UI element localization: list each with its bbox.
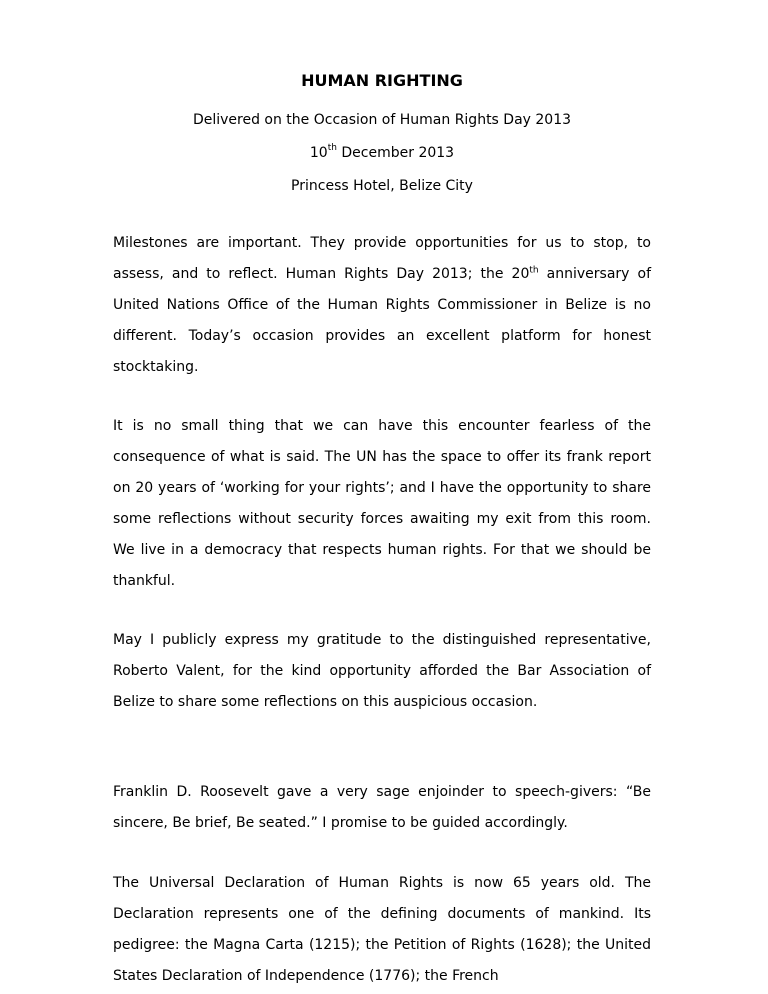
- paragraph-milestones-part1: Milestones are important. They provide opportunities for us to stop, to assess, and to reflect. Human Rights Day 2013; the 20: [113, 235, 651, 282]
- paragraph-encounter: It is no small thing that we can have this encounter fearless of the consequence of what is said. The UN has the space to offer its frank report on 20 years of ‘working for your rights’; and I have the opportunity to share some reflections without security forces awaiting my exit from this room. We live in a democracy that respects human rights. For that we should be thankful.: [113, 418, 651, 589]
- paragraph-declaration: The Universal Declaration of Human Rights is now 65 years old. The Declaration represents one of the defining documents of mankind. Its pedigree: the Magna Carta (1215); the Petition of Rights (1628); the United States Declaration of Independence (1776); the French: [113, 875, 651, 984]
- paragraph-gratitude: May I publicly express my gratitude to the distinguished representative, Roberto Valent, for the kind opportunity afforded the Bar Association of Belize to share some reflections on this auspicious occasion.: [113, 632, 651, 710]
- paragraph-milestones-part2: anniversary of United Nations Office of the Human Rights Commissioner in Belize is no different. Today’s occasion provides an excellent platform for honest stocktaking.: [113, 266, 651, 375]
- paragraph-roosevelt: Franklin D. Roosevelt gave a very sage enjoinder to speech-givers: “Be sincere, Be brief, Be seated.” I promise to be guided accordingly.: [113, 784, 651, 831]
- date-day: 10: [309, 145, 328, 161]
- document-subtitle: Delivered on the Occasion of Human Rights Day 2013: [192, 112, 572, 128]
- document-title: HUMAN RIGHTING: [301, 71, 463, 90]
- document-date: [113, 143, 651, 163]
- date-suffix: th: [327, 143, 337, 154]
- document-venue: Princess Hotel, Belize City: [291, 178, 473, 194]
- date-month-year: December 2013: [336, 145, 455, 161]
- paragraph-milestones: [113, 228, 651, 383]
- paragraph-milestones-sup: th: [529, 265, 539, 276]
